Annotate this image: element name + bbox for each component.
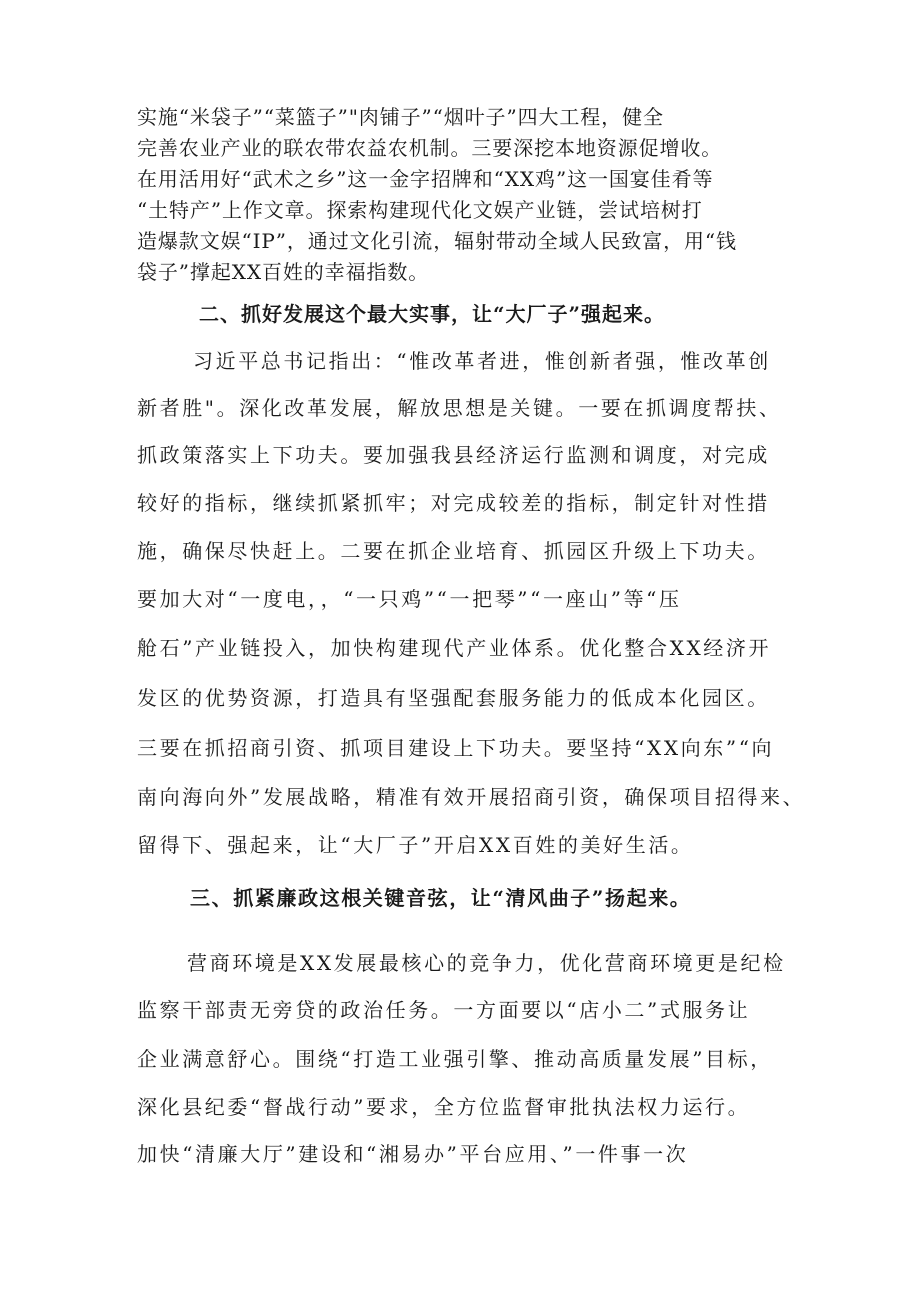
paragraph-line: 在用活用好“武术之乡”这一金字招牌和“XX鸡”这一国宴佳肴等 — [137, 167, 714, 191]
paragraph-line: 营商环境是XX发展最核心的竞争力，优化营商环境更是纪检 — [187, 951, 786, 975]
paragraph-line: 留得下、强起来，让“大厂子”开启XX百姓的美好生活。 — [137, 833, 694, 857]
section-heading-3: 三、抓紧廉政这根关键音弦，让“清风曲子”扬起来。 — [190, 886, 692, 910]
paragraph-line: 较好的指标，继续抓紧抓牢；对完成较差的指标，制定针对性措 — [137, 491, 770, 515]
paragraph-line: “土特产”上作文章。探索构建现代化文娱产业链，尝试培树打 — [137, 198, 703, 222]
paragraph-line: 加快“清廉大厅”建设和“湘易办”平台应用、”一件事一次 — [137, 1142, 689, 1166]
paragraph-line: 袋子”撑起XX百姓的幸福指数。 — [137, 260, 430, 284]
paragraph-line: 实施“米袋子”“菜篮子”"肉铺子”“烟叶子”四大工程，健全 — [137, 105, 664, 129]
paragraph-line: 抓政策落实上下功夫。要加强我县经济运行监测和调度，对完成 — [137, 443, 770, 467]
section-heading-2: 二、抓好发展这个最大实事，让“大厂子”强起来。 — [199, 302, 666, 326]
paragraph-line: 发区的优势资源，打造具有坚强配套服务能力的低成本化园区。 — [137, 686, 770, 710]
paragraph-line: 深化县纪委“督战行动”要求，全方位监督审批执法权力运行。 — [137, 1095, 751, 1119]
paragraph-line: 习近平总书记指出：“惟改革者进，惟创新者强，惟改革创 — [193, 349, 771, 373]
paragraph-line: 三要在抓招商引资、抓项目建设上下功夫。要坚持“XX向东”“向 — [137, 736, 775, 760]
paragraph-line: 南向海向外”发展战略，精准有效开展招商引资，确保项目招得来、 — [137, 785, 806, 809]
paragraph-line: 施，确保尽快赶上。二要在抓企业培育、抓园区升级上下功夫。 — [137, 539, 770, 563]
paragraph-line: 企业满意舒心。围绕“打造工业强引擎、推动高质量发展”目标， — [137, 1047, 773, 1071]
paragraph-line: 舱石”产业链投入，加快构建现代产业体系。优化整合XX经济开 — [137, 636, 772, 660]
paragraph-line: 新者胜"。深化改革发展，解放思想是关键。一要在抓调度帮扶、 — [137, 396, 782, 420]
paragraph-line: 要加大对“一度电，，“一只鸡”“一把琴”“一座山”等“压 — [137, 587, 682, 611]
paragraph-line: 完善农业产业的联农带农益农机制。三要深挖本地资源促增收。 — [137, 136, 723, 160]
paragraph-line: 造爆款文娱“IP”，通过文化引流，辐射带动全域人民致富，用“钱 — [137, 229, 737, 253]
paragraph-line: 监察干部责无旁贷的政治任务。一方面要以“店小二”式服务让 — [137, 998, 751, 1022]
